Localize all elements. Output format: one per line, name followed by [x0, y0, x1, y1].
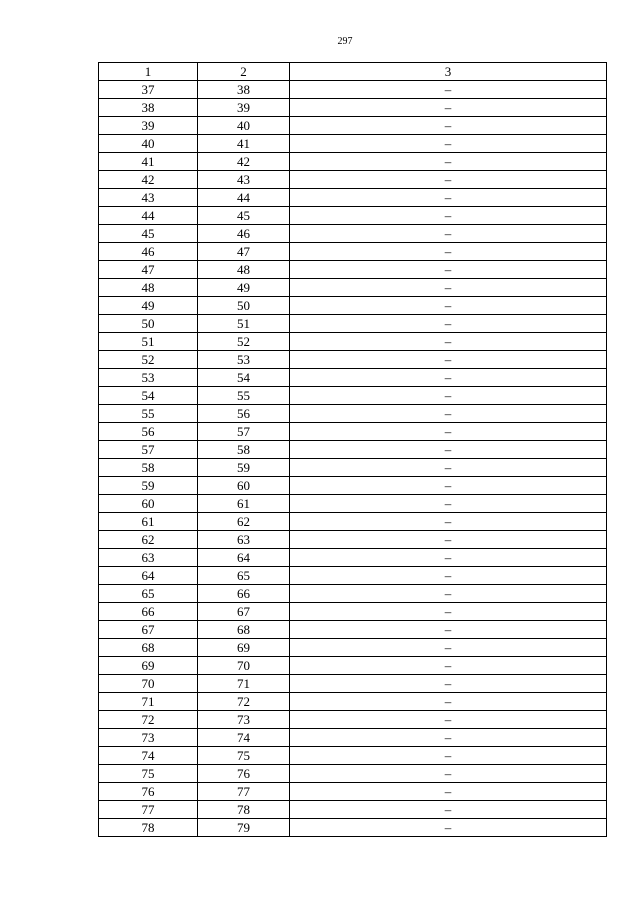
cell-col-3: – [290, 513, 607, 531]
table-row [99, 567, 607, 585]
cell-col-1: 71 [99, 693, 198, 711]
table-row [99, 783, 607, 801]
data-table [98, 62, 607, 837]
table-row [99, 351, 607, 369]
table-row [99, 495, 607, 513]
cell-col-1: 57 [99, 441, 198, 459]
cell-col-2: 55 [198, 387, 290, 405]
cell-col-2: 52 [198, 333, 290, 351]
cell-col-3: – [290, 189, 607, 207]
table-row [99, 135, 607, 153]
cell-col-2: 70 [198, 657, 290, 675]
cell-col-1: 77 [99, 801, 198, 819]
cell-col-1: 65 [99, 585, 198, 603]
cell-col-1: 75 [99, 765, 198, 783]
cell-col-1: 62 [99, 531, 198, 549]
cell-col-3: – [290, 549, 607, 567]
table-row [99, 711, 607, 729]
table-row [99, 189, 607, 207]
page-number: 297 [337, 36, 353, 47]
table-row [99, 765, 607, 783]
table-row [99, 423, 607, 441]
cell-col-2: 73 [198, 711, 290, 729]
cell-col-2: 44 [198, 189, 290, 207]
cell-col-1: 50 [99, 315, 198, 333]
table-row [99, 639, 607, 657]
cell-col-2: 51 [198, 315, 290, 333]
cell-col-3: – [290, 495, 607, 513]
cell-col-2: 74 [198, 729, 290, 747]
cell-col-3: – [290, 459, 607, 477]
table-row [99, 603, 607, 621]
table-row [99, 819, 607, 837]
cell-col-2: 77 [198, 783, 290, 801]
cell-col-2: 75 [198, 747, 290, 765]
cell-col-3: – [290, 765, 607, 783]
table-row [99, 441, 607, 459]
cell-col-3: – [290, 315, 607, 333]
cell-col-2: 64 [198, 549, 290, 567]
table-row [99, 225, 607, 243]
cell-col-1: 39 [99, 117, 198, 135]
cell-col-3: – [290, 279, 607, 297]
cell-col-2: 63 [198, 531, 290, 549]
cell-col-2: 71 [198, 675, 290, 693]
cell-col-1: 59 [99, 477, 198, 495]
cell-col-3: – [290, 261, 607, 279]
table-row [99, 297, 607, 315]
table-row [99, 315, 607, 333]
cell-col-1: 70 [99, 675, 198, 693]
cell-col-3: – [290, 639, 607, 657]
cell-col-2: 61 [198, 495, 290, 513]
table-row [99, 369, 607, 387]
cell-col-1: 63 [99, 549, 198, 567]
cell-col-2: 50 [198, 297, 290, 315]
cell-col-3: – [290, 225, 607, 243]
table-row [99, 729, 607, 747]
cell-col-2: 79 [198, 819, 290, 837]
table-row [99, 207, 607, 225]
table-row [99, 153, 607, 171]
cell-col-1: 60 [99, 495, 198, 513]
cell-col-2: 53 [198, 351, 290, 369]
cell-col-1: 76 [99, 783, 198, 801]
cell-col-2: 40 [198, 117, 290, 135]
cell-col-3: – [290, 207, 607, 225]
cell-col-3: – [290, 171, 607, 189]
table-row [99, 531, 607, 549]
table-row [99, 459, 607, 477]
cell-col-3: – [290, 405, 607, 423]
cell-col-1: 73 [99, 729, 198, 747]
table-row [99, 171, 607, 189]
cell-col-2: 56 [198, 405, 290, 423]
table-row [99, 261, 607, 279]
cell-col-2: 78 [198, 801, 290, 819]
cell-col-1: 66 [99, 603, 198, 621]
cell-col-3: – [290, 351, 607, 369]
cell-col-1: 54 [99, 387, 198, 405]
cell-col-2: 59 [198, 459, 290, 477]
cell-col-2: 39 [198, 99, 290, 117]
cell-col-2: 38 [198, 81, 290, 99]
cell-col-2: 41 [198, 135, 290, 153]
cell-col-3: – [290, 603, 607, 621]
table-row [99, 657, 607, 675]
cell-col-1: 69 [99, 657, 198, 675]
cell-col-2: 68 [198, 621, 290, 639]
cell-col-3: – [290, 153, 607, 171]
table-row [99, 477, 607, 495]
table-row [99, 99, 607, 117]
cell-col-2: 47 [198, 243, 290, 261]
table-row [99, 585, 607, 603]
cell-col-3: – [290, 297, 607, 315]
cell-col-3: – [290, 621, 607, 639]
cell-col-1: 49 [99, 297, 198, 315]
column-header-3: 3 [290, 63, 607, 81]
cell-col-3: – [290, 783, 607, 801]
table-row [99, 405, 607, 423]
cell-col-2: 76 [198, 765, 290, 783]
cell-col-3: – [290, 441, 607, 459]
cell-col-3: – [290, 693, 607, 711]
cell-col-1: 55 [99, 405, 198, 423]
cell-col-1: 78 [99, 819, 198, 837]
cell-col-1: 48 [99, 279, 198, 297]
cell-col-3: – [290, 117, 607, 135]
cell-col-1: 44 [99, 207, 198, 225]
cell-col-3: – [290, 135, 607, 153]
cell-col-3: – [290, 243, 607, 261]
table-row [99, 279, 607, 297]
cell-col-2: 54 [198, 369, 290, 387]
cell-col-1: 40 [99, 135, 198, 153]
cell-col-3: – [290, 423, 607, 441]
cell-col-1: 37 [99, 81, 198, 99]
cell-col-1: 53 [99, 369, 198, 387]
cell-col-1: 42 [99, 171, 198, 189]
cell-col-2: 60 [198, 477, 290, 495]
cell-col-2: 42 [198, 153, 290, 171]
cell-col-2: 57 [198, 423, 290, 441]
table-body [99, 81, 607, 837]
cell-col-2: 46 [198, 225, 290, 243]
cell-col-3: – [290, 477, 607, 495]
cell-col-1: 68 [99, 639, 198, 657]
cell-col-3: – [290, 819, 607, 837]
column-header-1: 1 [99, 63, 198, 81]
cell-col-1: 74 [99, 747, 198, 765]
table-row [99, 621, 607, 639]
cell-col-2: 58 [198, 441, 290, 459]
table-row [99, 243, 607, 261]
cell-col-3: – [290, 801, 607, 819]
table-row [99, 675, 607, 693]
cell-col-2: 67 [198, 603, 290, 621]
cell-col-1: 45 [99, 225, 198, 243]
cell-col-1: 58 [99, 459, 198, 477]
cell-col-1: 41 [99, 153, 198, 171]
cell-col-3: – [290, 657, 607, 675]
cell-col-2: 66 [198, 585, 290, 603]
table-row [99, 801, 607, 819]
cell-col-3: – [290, 99, 607, 117]
table-row [99, 513, 607, 531]
cell-col-1: 56 [99, 423, 198, 441]
cell-col-2: 72 [198, 693, 290, 711]
cell-col-2: 49 [198, 279, 290, 297]
cell-col-1: 43 [99, 189, 198, 207]
table-row [99, 117, 607, 135]
cell-col-1: 61 [99, 513, 198, 531]
cell-col-1: 51 [99, 333, 198, 351]
cell-col-3: – [290, 675, 607, 693]
cell-col-2: 43 [198, 171, 290, 189]
table-row [99, 81, 607, 99]
cell-col-3: – [290, 567, 607, 585]
cell-col-1: 64 [99, 567, 198, 585]
cell-col-3: – [290, 729, 607, 747]
cell-col-3: – [290, 369, 607, 387]
cell-col-3: – [290, 531, 607, 549]
table-row [99, 387, 607, 405]
cell-col-1: 46 [99, 243, 198, 261]
column-header-2: 2 [198, 63, 290, 81]
cell-col-3: – [290, 747, 607, 765]
cell-col-3: – [290, 711, 607, 729]
cell-col-2: 45 [198, 207, 290, 225]
table-row [99, 549, 607, 567]
cell-col-1: 38 [99, 99, 198, 117]
cell-col-2: 65 [198, 567, 290, 585]
cell-col-1: 47 [99, 261, 198, 279]
cell-col-3: – [290, 333, 607, 351]
table-header-row [99, 63, 607, 81]
cell-col-1: 52 [99, 351, 198, 369]
cell-col-2: 69 [198, 639, 290, 657]
cell-col-2: 48 [198, 261, 290, 279]
table-row [99, 747, 607, 765]
cell-col-2: 62 [198, 513, 290, 531]
table-row [99, 333, 607, 351]
cell-col-3: – [290, 585, 607, 603]
cell-col-3: – [290, 387, 607, 405]
table-row [99, 693, 607, 711]
cell-col-3: – [290, 81, 607, 99]
cell-col-1: 72 [99, 711, 198, 729]
cell-col-1: 67 [99, 621, 198, 639]
